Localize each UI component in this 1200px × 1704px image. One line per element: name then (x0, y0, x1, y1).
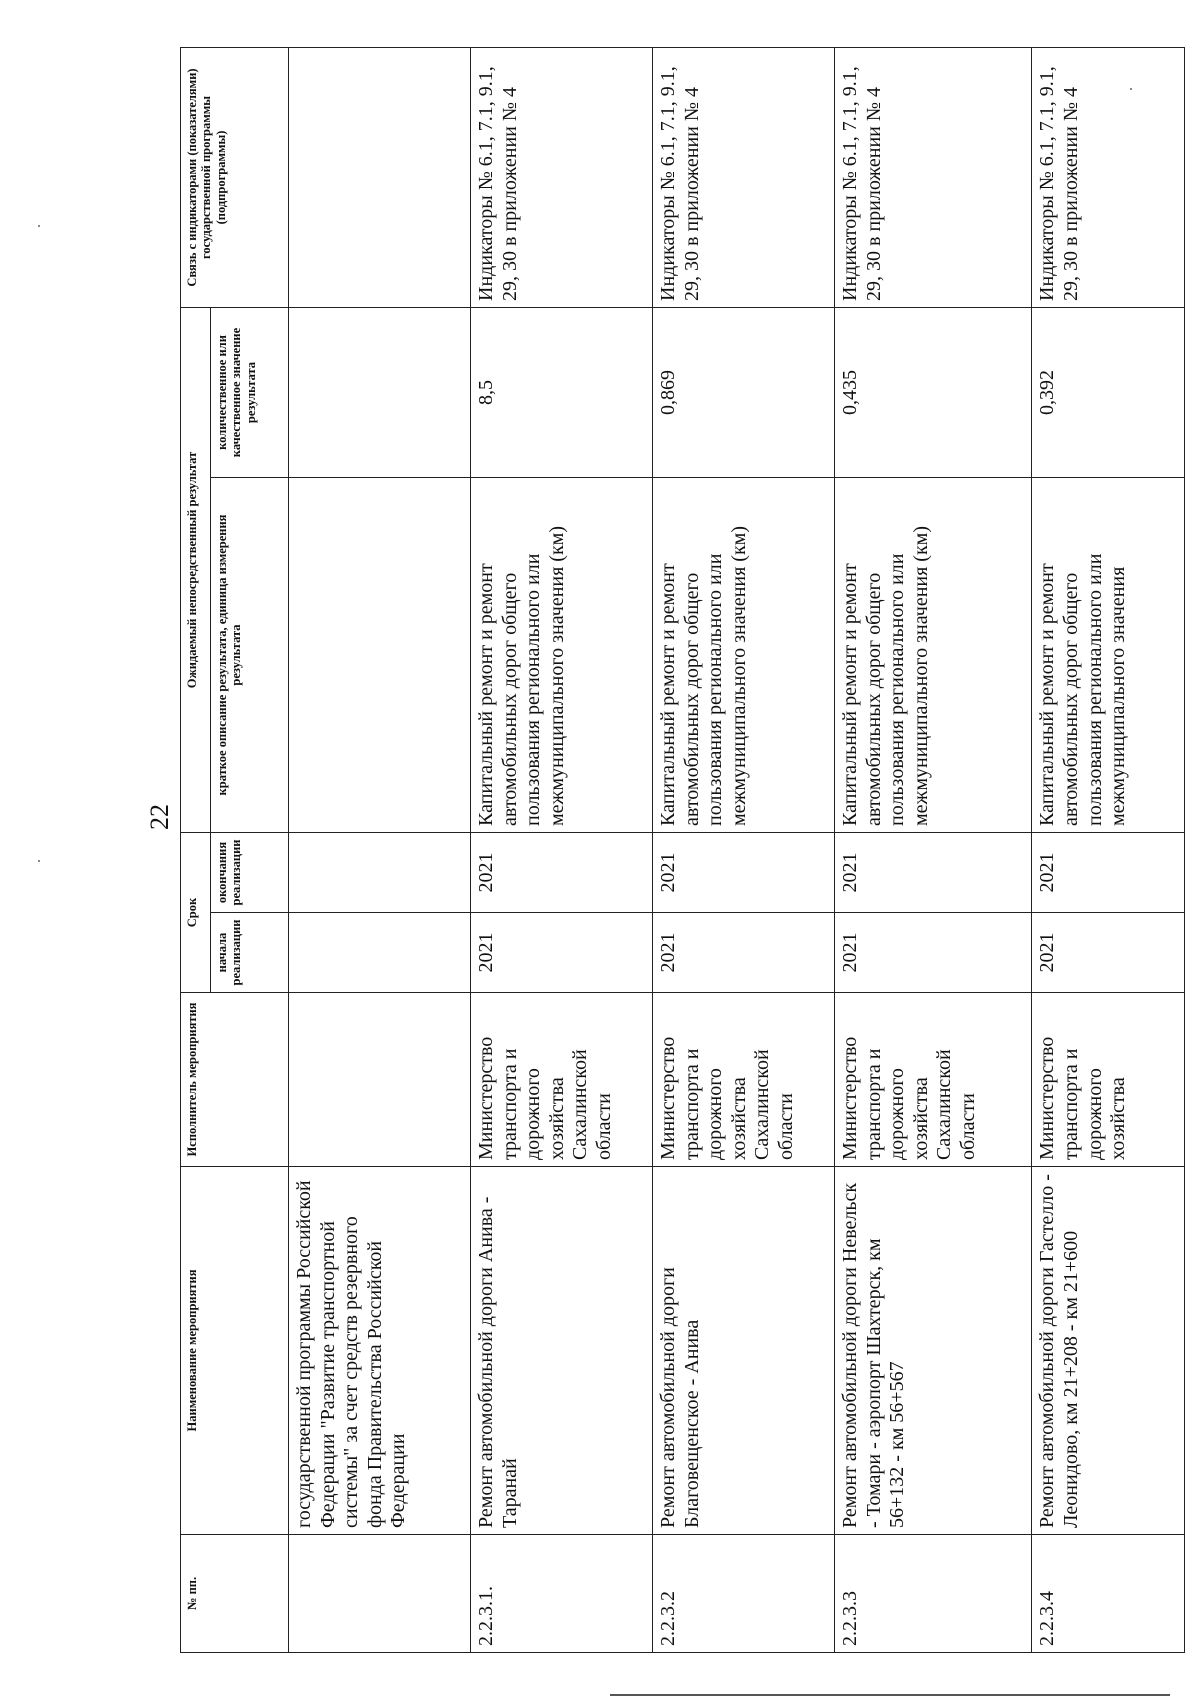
cell-value: 0,435 (835, 308, 1032, 478)
cell-start: 2021 (835, 913, 1032, 993)
cell-desc: Капитальный ремонт и ремонт автомобильных дорог общего пользования регионального или межмуниципального значения (км) (471, 478, 653, 833)
header-end: окончания реализации (211, 833, 289, 913)
cell-num: 2.2.3.1. (471, 1535, 653, 1653)
header-name: Наименование мероприятия (181, 1167, 289, 1535)
cell-name: Ремонт автомобильной дороги Гастелло - Леонидово, км 21+208 - км 21+600 (1032, 1167, 1185, 1535)
cell-name: Ремонт автомобильной дороги Невельск - Томари - аэропорт Шахтерск, км 56+132 - км 56+567 (835, 1167, 1032, 1535)
cell-executor: Министерство транспорта и дорожного хозяйства Сахалинской области (653, 993, 835, 1167)
header-num: № пп. (181, 1535, 289, 1653)
table-header (181, 48, 289, 1653)
cell-num: 2.2.3.4 (1032, 1535, 1185, 1653)
cell-value (289, 308, 471, 478)
cell-num: 2.2.3.3 (835, 1535, 1032, 1653)
cell-num (289, 1535, 471, 1653)
cell-start: 2021 (471, 913, 653, 993)
cell-executor: Министерство транспорта и дорожного хозяйства (1032, 993, 1185, 1167)
cell-desc: Капитальный ремонт и ремонт автомобильных дорог общего пользования регионального или межмуниципального значения (км) (653, 478, 835, 833)
cell-executor (289, 993, 471, 1167)
scan-speck (1130, 88, 1132, 90)
cell-link: Индикаторы № 6.1, 7.1, 9.1, 29, 30 в приложении № 4 (835, 48, 1032, 308)
cell-executor: Министерство транспорта и дорожного хозяйства Сахалинской области (835, 993, 1032, 1167)
cell-end: 2021 (1032, 833, 1185, 913)
cell-desc: Капитальный ремонт и ремонт автомобильных дорог общего пользования регионального или межмуниципального значения (1032, 478, 1185, 833)
scan-speck (38, 225, 40, 227)
cell-end: 2021 (835, 833, 1032, 913)
cell-link: Индикаторы № 6.1, 7.1, 9.1, 29, 30 в приложении № 4 (653, 48, 835, 308)
cell-executor: Министерство транспорта и дорожного хозяйства Сахалинской области (471, 993, 653, 1167)
cell-end (289, 833, 471, 913)
cell-name: Ремонт автомобильной дороги Благовещенское - Анива (653, 1167, 835, 1535)
header-result-value: количественное или качественное значение результата (211, 308, 289, 478)
cell-start: 2021 (653, 913, 835, 993)
cell-name: Ремонт автомобильной дороги Анива - Таранай (471, 1167, 653, 1535)
header-result-desc: краткое описание результата, единица измерения результата (211, 478, 289, 833)
table-row (289, 48, 471, 1653)
page-number: 22 (145, 804, 174, 830)
cell-end: 2021 (471, 833, 653, 913)
header-result: Ожидаемый непосредственный результат (181, 308, 211, 833)
table-row (471, 48, 653, 1653)
cell-desc: Капитальный ремонт и ремонт автомобильных дорог общего пользования регионального или межмуниципального значения (км) (835, 478, 1032, 833)
cell-link: Индикаторы № 6.1, 7.1, 9.1, 29, 30 в приложении № 4 (1032, 48, 1185, 308)
header-executor: Исполнитель мероприятия (181, 993, 289, 1167)
table-row (835, 48, 1032, 1653)
header-start: начала реализации (211, 913, 289, 993)
cell-num: 2.2.3.2 (653, 1535, 835, 1653)
header-link: Связь с индикаторами (показателями) государственной программы (подпрограммы) (181, 48, 289, 308)
table-row (653, 48, 835, 1653)
cell-name: государственной программы Российской Федерации "Развитие транспортной системы" за счет средств резервного фонда Правительства Российской Федерации (289, 1167, 471, 1535)
cell-end: 2021 (653, 833, 835, 913)
activities-table (180, 47, 1185, 1653)
cell-desc (289, 478, 471, 833)
scan-edge-line (610, 1694, 1170, 1696)
cell-value: 0,869 (653, 308, 835, 478)
cell-start: 2021 (1032, 913, 1185, 993)
rotated-table-container (180, 48, 1185, 1653)
cell-value: 0,392 (1032, 308, 1185, 478)
cell-value: 8,5 (471, 308, 653, 478)
scan-speck (38, 860, 40, 862)
table-row (1032, 48, 1185, 1653)
cell-start (289, 913, 471, 993)
cell-link (289, 48, 471, 308)
header-term: Срок (181, 833, 211, 993)
cell-link: Индикаторы № 6.1, 7.1, 9.1, 29, 30 в приложении № 4 (471, 48, 653, 308)
